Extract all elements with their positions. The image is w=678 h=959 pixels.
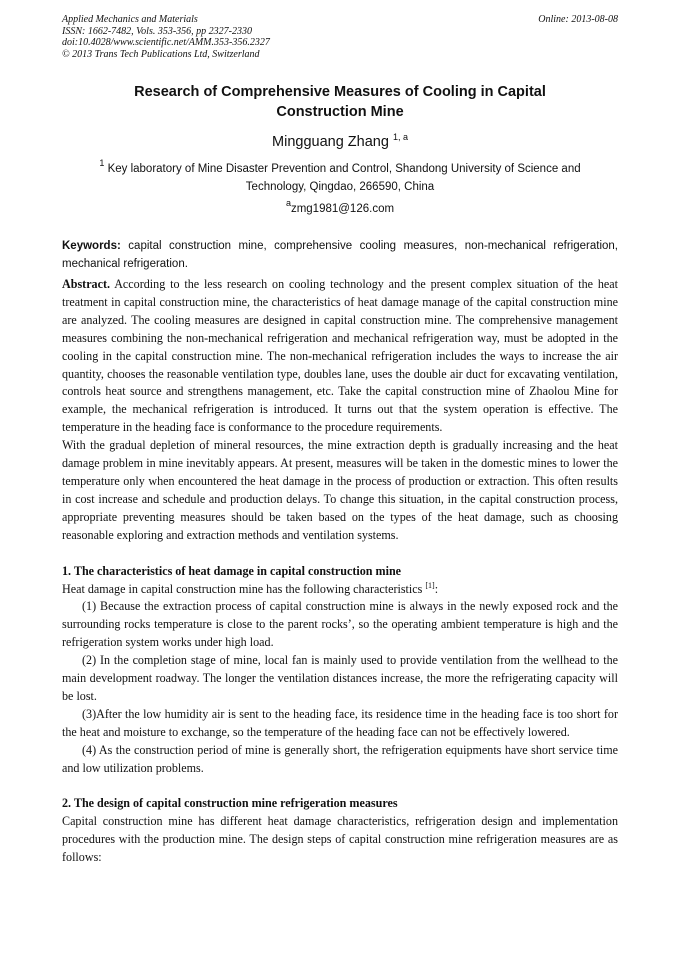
abstract-text: According to the less research on cooling technology and the present complex situation of the heat treatment in capital construction mine, the characteristics of heat damage manage of the capital construction mine are analyzed. The cooling measures are designed in capital construction mine. The comprehensive management measures combining the non-mechanical refrigeration and mechanical refrigeration way, must be adopted in the cooling in the capital construction mine. The non-mechanical refrigeration includes the ways to increase the air quantity, chooses the reasonable ventilation type, doubles lane, uses the double air duct for excavating ventilation, controls heat source and strengthens management, etc. Take the capital construction mine of Zhaolou Mine for example, the mechanical refrigeration is introduced. It turns out that the system operation is effective. The temperature in the heading face is conformance to the procedure requirements.: [62, 277, 618, 435]
intro-paragraph: With the gradual depletion of mineral resources, the mine extraction depth is gradually increasing and the heat damage problem in mine inevitably appears. At present, measures will be taken in the domestic mines to lower the temperature only when encountered the heat damage in the process of production or extraction. This often results in cost increase and schedule and production delays. To change this situation, in the capital construction process, appropriate preventing measures should be taken based on the types of the heat damage, such as choosing reasonable exploring and extraction methods and ventilation systems.: [62, 438, 618, 542]
keywords: [62, 237, 618, 273]
copyright-line: © 2013 Trans Tech Publications Ltd, Switzerland: [62, 48, 260, 60]
section-1-heading: 1. The characteristics of heat damage in capital construction mine: [62, 563, 402, 578]
affiliation-mark: 1: [99, 158, 105, 168]
journal-name: Applied Mechanics and Materials: [62, 14, 198, 25]
list-item: (3)After the low humidity air is sent to the heading face, its residence time in the heading face is too short for the heat and moisture to exchange, so the temperature of the heading face can not be effectively lowered.: [62, 706, 618, 739]
keywords-text: capital construction mine, comprehensive cooling measures, non-mechanical refrigeration, mechanical refrigeration.: [62, 240, 618, 270]
email-address: zmg1981@126.com: [290, 203, 395, 215]
author-name: Mingguang Zhang: [272, 134, 389, 150]
author-marks: 1, a: [392, 132, 408, 142]
online-date: Online: 2013-08-08: [538, 14, 618, 25]
affiliation-text-1: Key laboratory of Mine Disaster Prevention and Control, Shandong University of Science and: [107, 163, 581, 175]
body-text: [62, 276, 618, 867]
list-item: (4) As the construction period of mine is generally short, the refrigeration equipments have short service time and low utilization problems.: [62, 742, 618, 775]
section-2-heading: 2. The design of capital construction mine refrigeration measures: [62, 796, 398, 811]
email-line: [62, 198, 618, 215]
journal-header: [62, 14, 618, 60]
issn-line: ISSN: 1662-7482, Vols. 353-356, pp 2327-2330: [62, 25, 252, 37]
affiliation-text-2: Technology, Qingdao, 266590, China: [245, 181, 435, 193]
paper-title: [62, 82, 618, 122]
affiliation: [74, 160, 606, 196]
email-mark: a: [285, 198, 291, 208]
list-item: (1) Because the extraction process of capital construction mine is always in the newly exposed rock and the surrounding rocks temperature is close to the parent rocks’, so the operating ambient temperature is high and the refrigeration system works under high load.: [62, 599, 618, 650]
title-line-2: Construction Mine: [276, 104, 404, 120]
section-1-lead: Heat damage in capital construction mine has the following characteristics [1]:: [62, 580, 439, 596]
section-2-text: Capital construction mine has different heat damage characteristics, refrigeration design and implementation procedures with the production mine. The design steps of capital construction mine refrigeration measures are as follows:: [62, 814, 618, 865]
title-line-1: Research of Comprehensive Measures of Cooling in Capital: [134, 84, 546, 100]
list-item: (2) In the completion stage of mine, local fan is mainly used to provide ventilation from the wellhead to the main development roadway. The longer the ventilation distances increase, the more the refrigerating capacity will be lost.: [62, 653, 618, 703]
abstract: [62, 276, 618, 437]
author-line: [62, 134, 618, 150]
citation-ref: [1]: [425, 580, 435, 590]
abstract-label: Abstract.: [62, 277, 111, 291]
keywords-label: Keywords:: [62, 240, 121, 252]
doi-line: doi:10.4028/www.scientific.net/AMM.353-356.2327: [62, 37, 270, 48]
